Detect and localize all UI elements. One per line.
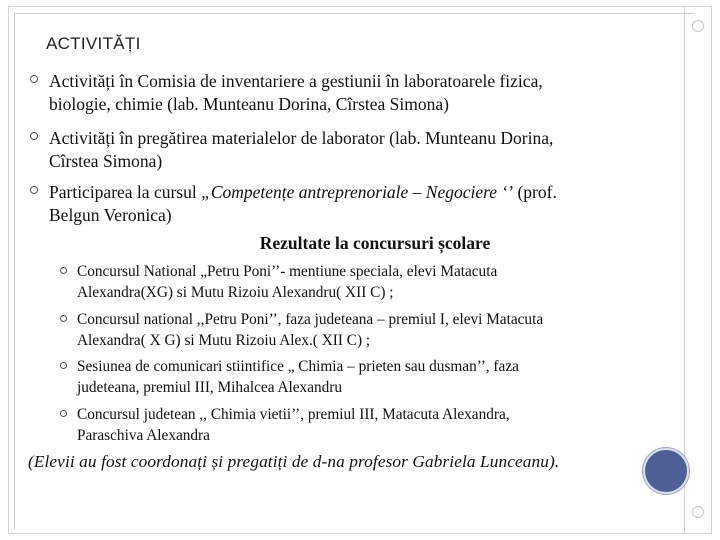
- bullet-icon: [30, 75, 38, 83]
- activity-line: Activități în Comisia de inventariere a gestiunii în laboratoarele fizica,: [49, 71, 543, 91]
- course-name: „Competențe antreprenoriale – Negociere ‘’: [201, 182, 514, 202]
- result-item: [60, 309, 645, 351]
- result-line: Concursul judetean ,, Chimia vietii’’, premiul III, Matacuta Alexandra,: [77, 406, 510, 423]
- result-line: Alexandra( X G) si Mutu Rizoiu Alex.( XII C) ;: [77, 332, 371, 349]
- result-line: Paraschiva Alexandra: [77, 427, 210, 444]
- rail-circle: [692, 506, 704, 518]
- activity-text: Participarea la cursul: [49, 182, 202, 202]
- activity-line: biologie, chimie (lab. Munteanu Dorina, Cîrstea Simona): [49, 94, 449, 114]
- result-line: Concursul National „Petru Poni’’- mentiune speciala, elevi Matacuta: [77, 263, 498, 280]
- activity-text: (prof.: [513, 182, 557, 202]
- bullet-icon: [60, 267, 67, 274]
- activity-line: Activități în pregătirea materialelor de laborator (lab. Munteanu Dorina,: [49, 128, 554, 148]
- activity-item: [30, 127, 650, 173]
- activity-item: [30, 70, 650, 116]
- bullet-icon: [60, 362, 67, 369]
- result-line: Concursul national ,,Petru Poni’’, faza judeteana – premiul I, elevi Matacuta: [77, 311, 544, 328]
- result-line: Sesiunea de comunicari stiintifice „ Chimia – prieten sau dusman’’, faza: [77, 358, 519, 375]
- bullet-icon: [60, 410, 67, 417]
- right-rail: [684, 6, 708, 534]
- activity-line: Belgun Veronica): [49, 205, 172, 225]
- activity-line: Cîrstea Simona): [49, 151, 163, 171]
- bullet-icon: [60, 315, 67, 322]
- result-line: judeteana, premiul III, Mihalcea Alexandru: [77, 379, 343, 396]
- result-item: [60, 356, 645, 398]
- decorative-circle: [643, 448, 689, 494]
- bullet-icon: [30, 186, 38, 194]
- activity-item: [30, 181, 650, 227]
- coordinator-note: (Elevii au fost coordonați și pregatiți de d-na profesor Gabriela Lunceanu).: [28, 452, 560, 471]
- rail-circle: [692, 20, 704, 32]
- result-item: [60, 404, 645, 446]
- activity-line: [49, 181, 650, 204]
- bullet-icon: [30, 132, 38, 140]
- slide-title: ACTIVITĂȚI: [46, 34, 141, 53]
- results-heading: Rezultate la concursuri școlare: [259, 233, 491, 253]
- result-line: Alexandra(XG) si Mutu Rizoiu Alexandru( XII C) ;: [77, 284, 394, 301]
- result-item: [60, 261, 645, 303]
